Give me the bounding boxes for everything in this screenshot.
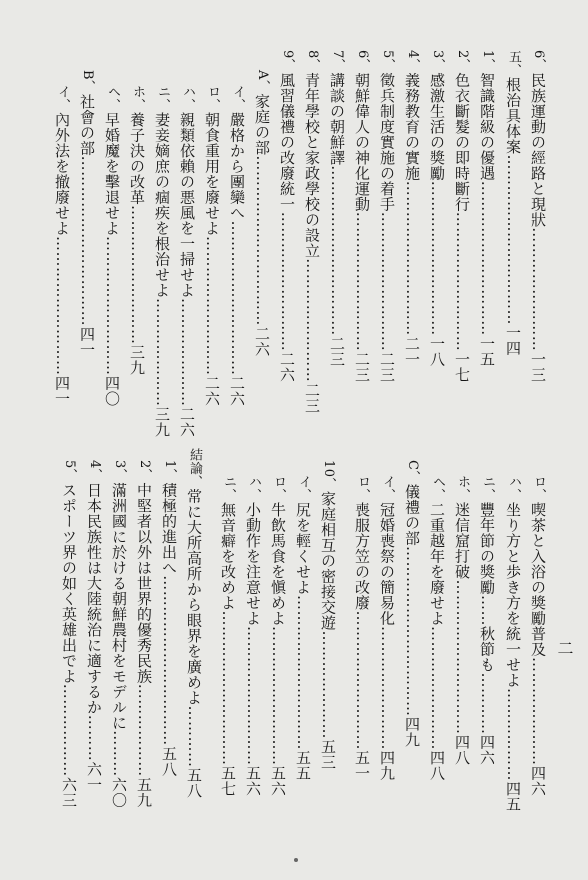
entry-page: 二三 (353, 351, 371, 383)
toc-entry (202, 85, 222, 422)
entry-number: イ、 (380, 475, 395, 502)
leader-dots: …………………………… (78, 155, 96, 327)
toc-entry (227, 85, 247, 422)
entry-page: 四九 (378, 750, 396, 781)
leader-dots: ……………………… (269, 626, 287, 766)
entry-number: ニ、 (480, 475, 495, 502)
entry-number: 2、 (137, 460, 152, 483)
entry-number: ロ、 (205, 85, 220, 112)
toc-entry (377, 50, 397, 422)
toc-entry (59, 460, 79, 832)
entry-number: 4、 (405, 50, 420, 73)
toc-entry (134, 460, 154, 832)
entry-page: 二三 (303, 382, 321, 414)
entry-number: ニ、 (221, 475, 236, 502)
entry-page: 六三 (60, 776, 78, 808)
entry-title: 二重越年を廢せよ (428, 502, 446, 626)
leader-dots: ………………………… (228, 220, 246, 376)
leader-dots: ………………………… (403, 180, 421, 336)
entry-number: 3、 (112, 460, 127, 483)
entry-title: 感激生活の獎勵 (428, 72, 446, 181)
toc-entry (452, 50, 472, 422)
entry-number: B、 (80, 70, 95, 94)
entry-page: 二一 (403, 335, 421, 367)
toc-entry (243, 475, 263, 832)
entry-title: 儀禮の部 (403, 483, 421, 546)
entry-page: 五八 (185, 767, 203, 799)
entry-page: 四五 (504, 781, 522, 812)
toc-entry (402, 460, 422, 832)
toc-entry (352, 475, 372, 832)
leader-dots: ……………………… (244, 626, 262, 766)
entry-page: 三九 (128, 344, 146, 376)
entry-page: 五三 (319, 739, 337, 771)
entry-title: 講談の朝鮮譯 (328, 72, 346, 166)
entry-title: 坐り方と歩き方を統一せよ (504, 502, 522, 688)
entry-number: イ、 (296, 475, 311, 502)
entry-number: 10、 (321, 460, 336, 492)
entry-title: スポーツ界の如く英雄出でよ (60, 482, 78, 684)
entry-page: 四八 (453, 734, 471, 766)
toc-entry (352, 50, 372, 422)
toc-entry (427, 475, 447, 832)
page-folio: 二 (555, 640, 574, 656)
entry-title: 早婚魔を擊退せよ (103, 112, 121, 236)
leader-dots: ……………………… (103, 236, 121, 376)
leader-dots: ……………………… (353, 610, 371, 750)
leader-dots: ………………………… (478, 180, 496, 336)
leader-dots: …………………………… (403, 545, 421, 717)
leader-dots: …………………… (378, 626, 396, 750)
leader-dots: …………………… (303, 258, 321, 383)
entry-number: ホ、 (130, 85, 145, 112)
entry-page: 四八 (428, 750, 446, 781)
toc-entry (302, 50, 322, 422)
entry-number: 5、 (380, 50, 395, 73)
toc-entry (268, 475, 288, 832)
entry-title: 喫茶と入浴の獎勵普及 (529, 502, 547, 657)
entry-title: 日本民族性は大陸統治に適するか (85, 482, 103, 715)
toc-entry (477, 50, 497, 422)
entry-number: 9、 (280, 50, 295, 73)
entry-number: イ、 (55, 85, 70, 112)
entry-title: 滿洲國に於ける朝鮮農村をモデルに (110, 482, 128, 731)
entry-page: 一五 (478, 335, 496, 367)
leader-dots: …………………………… (328, 165, 346, 336)
entry-page: 五七 (219, 765, 237, 797)
entry-page: 一七 (453, 351, 471, 383)
entry-page: 一八 (428, 335, 446, 367)
leader-dots: ………………… (319, 630, 337, 740)
entry-number: ロ、 (271, 475, 286, 502)
entry-number: 8、 (305, 50, 320, 73)
entry-page: 四一 (53, 375, 71, 407)
entry-number: 3、 (430, 50, 445, 73)
leader-dots: ………………………… (428, 180, 446, 336)
entry-number: 1、 (480, 50, 495, 73)
entry-title: 豐年節の獎勵……秋節も (478, 502, 496, 673)
entry-page: 三九 (153, 406, 171, 438)
entry-number: イ、 (230, 85, 245, 112)
toc-entry (252, 70, 272, 422)
entry-number: 6、 (355, 50, 370, 73)
leader-dots: …………………… (428, 626, 446, 750)
entry-page: 四九 (403, 716, 421, 748)
entry-number: ヘ、 (430, 475, 445, 502)
entry-title: 妻妾嫡庶の痼疾を根治せよ (153, 112, 171, 298)
leader-dots: ………………………… (219, 610, 237, 766)
entry-page: 五六 (269, 765, 287, 797)
entry-title: 無音癖を改めよ (219, 502, 237, 611)
toc-entry (109, 460, 129, 832)
toc-entry (452, 475, 472, 832)
entry-page: 二六 (203, 375, 221, 407)
entry-title: 家庭相互の密接交遊 (319, 491, 337, 631)
toc-entry (377, 475, 397, 832)
entry-title: 朝鮮偉人の神化運動 (353, 72, 371, 212)
entry-page: 二六 (228, 375, 246, 407)
entry-title: 嚴格から團欒へ (228, 112, 246, 221)
entry-number: ヘ、 (105, 85, 120, 112)
entry-title: 積極的進出へ (160, 482, 178, 576)
leader-dots: ……………………… (353, 211, 371, 352)
leader-dots: ……………… (504, 688, 522, 781)
entry-title: 根治具体案 (504, 77, 522, 155)
entry-title: 牛飲馬食を愼めよ (269, 502, 287, 626)
entry-title: 常に大所高所から眼界を廣めよ (185, 488, 203, 706)
entry-number: 6、 (531, 50, 546, 73)
leader-dots: ……………………… (378, 211, 396, 352)
entry-title: 社會の部 (78, 93, 96, 156)
toc-entry (177, 85, 197, 438)
toc-entry (528, 475, 548, 832)
entry-number: 5、 (62, 460, 77, 483)
toc-entry (277, 50, 297, 422)
toc-entry (152, 85, 172, 438)
entry-title: 家庭の部 (253, 93, 271, 156)
leader-dots: ……………………… (53, 236, 71, 376)
entry-title: 冠婚喪祭の簡易化 (378, 502, 396, 626)
entry-number: C、 (405, 460, 420, 484)
entry-title: 尻を輕くせよ (294, 502, 312, 595)
entry-title: 義務教育の實施 (403, 72, 421, 181)
toc-entry (503, 50, 523, 422)
entry-title: 民族運動の經路と現狀 (529, 72, 547, 228)
entry-title: 小動作を注意せよ (244, 502, 262, 626)
entry-page: 二三 (378, 351, 396, 383)
entry-title: 智識階級の優遇 (478, 72, 496, 181)
leader-dots: ……………………… (203, 236, 221, 376)
entry-number: ハ、 (506, 475, 521, 502)
leader-dots: ………………… (529, 657, 547, 766)
leader-dots: ………… (478, 672, 496, 735)
entry-page: 五九 (135, 776, 153, 808)
entry-number: 五、 (506, 50, 521, 77)
entry-number: ホ、 (455, 475, 470, 502)
entry-number: A、 (255, 70, 270, 94)
entry-title: 喪服方笠の改廢 (353, 502, 371, 611)
leader-dots: …………………… (529, 227, 547, 352)
leader-dots: ………………………… (453, 579, 471, 735)
leader-dots: ……………… (60, 683, 78, 777)
entry-page: 五一 (353, 750, 371, 781)
entry-page: 四〇 (103, 375, 121, 407)
entry-title: 中堅者以外は世界的優秀民族 (135, 482, 153, 684)
entry-title: 親類依賴の悪風を一掃せよ (178, 112, 196, 298)
entry-title: 內外法を撤廢せよ (53, 112, 71, 236)
toc-entry (218, 475, 238, 832)
leader-dots: ………………………… (294, 595, 312, 750)
entry-number: ロ、 (355, 475, 370, 502)
leader-dots: ………… (185, 705, 203, 768)
leader-dots: ……… (85, 714, 103, 762)
entry-number: ハ、 (246, 475, 261, 502)
entry-page: 二三 (328, 335, 346, 367)
toc-entry (318, 460, 338, 832)
leader-dots: ……………………… (278, 211, 296, 352)
entry-title: 朝食重用を廢せよ (203, 112, 221, 236)
entry-number: 4、 (87, 460, 102, 483)
entry-page: 四一 (78, 326, 96, 358)
toc-entry (127, 85, 147, 422)
entry-number: ニ、 (155, 85, 170, 112)
leader-dots: ………………… (153, 298, 171, 407)
leader-dots: ………………… (178, 298, 196, 407)
entry-page: 二六 (178, 406, 196, 438)
leader-dots: …………………………… (160, 575, 178, 746)
toc-entry (184, 448, 204, 832)
entry-page: 二六 (278, 351, 296, 383)
entry-page: 四六 (529, 765, 547, 797)
entry-page: 五八 (160, 745, 178, 777)
entry-number: ロ、 (531, 475, 546, 502)
leader-dots: ……… (110, 730, 128, 777)
entry-title: 迷信窟打破 (453, 502, 471, 580)
toc-entry (102, 85, 122, 422)
toc-entry (503, 475, 523, 832)
toc-entry (293, 475, 313, 832)
leader-dots: …………………………… (253, 155, 271, 326)
toc-entry (327, 50, 347, 422)
entry-page: 五六 (244, 765, 262, 797)
toc-entry (402, 50, 422, 422)
leader-dots: …………………………… (504, 154, 522, 325)
entry-number: 2、 (455, 50, 470, 73)
toc-entry (159, 460, 179, 832)
entry-page: 六〇 (110, 776, 128, 808)
entry-page: 一四 (504, 325, 522, 356)
leader-dots: ……………………… (453, 211, 471, 352)
entry-number: 7、 (330, 50, 345, 73)
leader-dots: ……………………… (128, 205, 146, 345)
entry-page: 二六 (253, 325, 271, 357)
entry-title: 色衣斷髮の即時斷行 (453, 72, 471, 212)
entry-page: 四六 (478, 734, 496, 766)
toc-entry (77, 70, 97, 422)
toc-entry (528, 50, 548, 422)
entry-title: 養子決の改革 (128, 112, 146, 205)
page-mark (294, 858, 298, 862)
entry-title: 徵兵制度實施の着手 (378, 72, 396, 212)
entry-page: 一三 (529, 351, 547, 383)
entry-title: 青年學校と家政學校の設立 (303, 72, 321, 259)
entry-number: 1、 (162, 460, 177, 483)
toc-entry (427, 50, 447, 422)
entry-number: 結論、 (187, 448, 202, 489)
entry-page: 五五 (294, 750, 312, 781)
toc-entry (477, 475, 497, 832)
entry-number: ハ、 (180, 85, 195, 112)
leader-dots: ……………… (135, 683, 153, 777)
toc-entry (84, 460, 104, 832)
toc-entry (52, 85, 72, 422)
entry-title: 風習儀禮の改廢統一 (278, 72, 296, 212)
entry-page: 六一 (85, 761, 103, 793)
